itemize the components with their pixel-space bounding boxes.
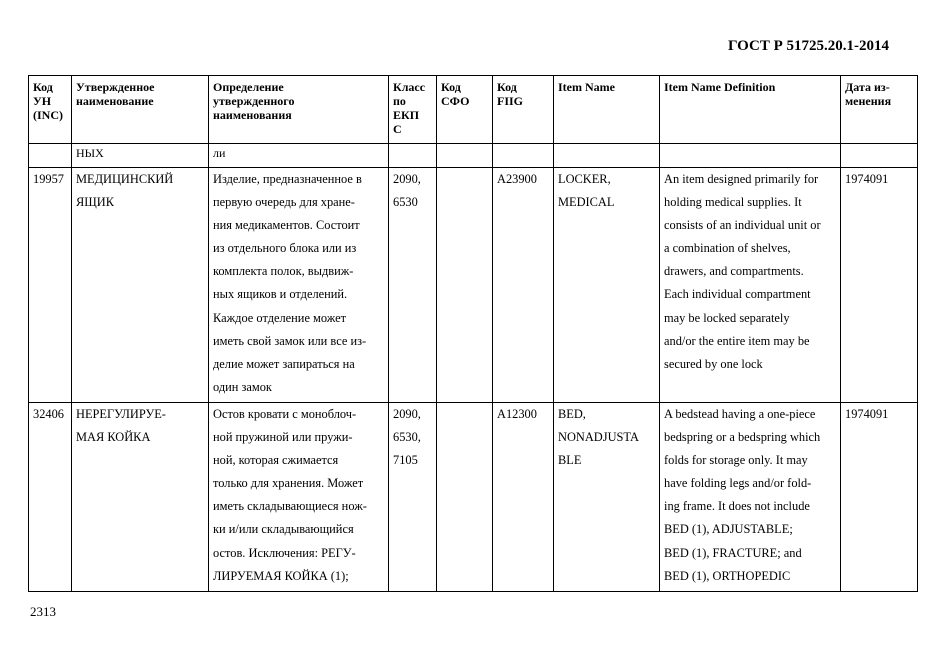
cell-fiig <box>493 144 554 168</box>
col-header-class <box>389 76 437 144</box>
text-line: ной, которая сжимается <box>213 453 339 468</box>
cell-definition <box>209 168 389 403</box>
cell-item-definition <box>660 144 841 168</box>
col-header-item-definition <box>660 76 841 144</box>
text-line: MEDICAL <box>558 195 615 210</box>
text-line: A bedstead having a one-piece <box>664 407 816 421</box>
col-header-fiig <box>493 76 554 144</box>
text-line: consists of an individual unit or <box>664 218 821 233</box>
cell-name <box>72 403 209 592</box>
text-line: МЕДИЦИНСКИЙ <box>76 172 174 186</box>
text-line: 7105 <box>393 453 418 468</box>
text-line: NONADJUSTA <box>558 430 639 445</box>
text-line: ния медикаментов. Состоит <box>213 218 360 233</box>
text-line: Каждое отделение может <box>213 310 347 325</box>
text-line: LOCKER, <box>558 172 611 186</box>
cell-class <box>389 168 437 403</box>
text-line: BED (1), ADJUSTABLE; <box>664 522 793 537</box>
text-line: Item Name <box>558 80 615 94</box>
text-line: С <box>393 122 402 136</box>
text-line: have folding legs and/or fold- <box>664 476 812 491</box>
text-line: наименования <box>213 108 292 122</box>
text-line: folds for storage only. It may <box>664 453 808 468</box>
cell-definition: ли <box>209 144 389 168</box>
text-line: secured by one lock <box>664 356 763 371</box>
text-line: Код <box>441 80 461 94</box>
text-line: BED (1), FRACTURE; and <box>664 545 802 560</box>
text-line: Определение <box>213 80 284 94</box>
text-line: комплекта полок, выдвиж- <box>213 264 354 279</box>
text-line: Остов кровати с моноблоч- <box>213 407 357 421</box>
cell-inc <box>29 144 72 168</box>
col-header-definition <box>209 76 389 144</box>
cell-name <box>72 168 209 403</box>
cell-definition <box>209 403 389 592</box>
cell-sfo <box>437 168 493 403</box>
text-line: ЕКП <box>393 108 420 122</box>
col-header-inc <box>29 76 72 144</box>
text-line: An item designed primarily for <box>664 172 819 186</box>
text-line: may be locked separately <box>664 310 790 325</box>
document-header: ГОСТ Р 51725.20.1-2014 <box>727 38 889 54</box>
continuation-row <box>29 144 918 168</box>
text-line: 6530, <box>393 430 421 445</box>
cell-inc: 32406 <box>29 403 72 592</box>
text-line: первую очередь для хране- <box>213 195 355 210</box>
text-line: BED, <box>558 407 586 421</box>
text-line: ing frame. It does not include <box>664 499 810 514</box>
text-line: Item Name Definition <box>664 80 776 94</box>
col-header-approved-name <box>72 76 209 144</box>
cell-name: НЫХ <box>72 144 209 168</box>
text-line: Утвержденное <box>76 80 155 94</box>
text-line: Код <box>33 80 53 94</box>
text-line: drawers, and compartments. <box>664 264 804 279</box>
text-line: из отдельного блока или из <box>213 241 357 256</box>
cell-fiig: A23900 <box>493 168 554 403</box>
catalog-table <box>28 75 918 592</box>
text-line: по <box>393 94 406 108</box>
cell-sfo <box>437 403 493 592</box>
text-line: 2090, <box>393 172 421 186</box>
text-line: 2090, <box>393 407 421 421</box>
text-line: один замок <box>213 379 272 394</box>
text-line: только для хранения. Может <box>213 476 364 491</box>
text-line: УН <box>33 94 52 108</box>
text-line: Код <box>497 80 517 94</box>
text-line: a combination of shelves, <box>664 241 791 256</box>
cell-item-name <box>554 403 660 592</box>
cell-item-definition <box>660 403 841 592</box>
table-row <box>29 168 918 403</box>
cell-date: 1974091 <box>841 168 918 403</box>
text-line: BLE <box>558 453 582 468</box>
cell-class <box>389 403 437 592</box>
cell-sfo <box>437 144 493 168</box>
text-line: НЕРЕГУЛИРУЕ- <box>76 407 166 421</box>
cell-item-definition <box>660 168 841 403</box>
text-line: иметь складывающиеся нож- <box>213 499 367 514</box>
text-line: менения <box>845 94 892 108</box>
col-header-item-name <box>554 76 660 144</box>
text-line: BED (1), ORTHOPEDIC <box>664 568 791 583</box>
text-line: FIIG <box>497 94 524 108</box>
text-line: Дата из- <box>845 80 890 94</box>
text-line: ной пружиной или пружи- <box>213 430 353 445</box>
text-line: ных ящиков и отделений. <box>213 287 348 302</box>
cell-date: 1974091 <box>841 403 918 592</box>
text-line: наименование <box>76 94 154 108</box>
text-line: (INC) <box>33 108 63 122</box>
cell-date <box>841 144 918 168</box>
text-line: Класс <box>393 80 426 94</box>
text-line: and/or the entire item may be <box>664 333 810 348</box>
table-header-row <box>29 76 918 144</box>
cell-class <box>389 144 437 168</box>
text-line: СФО <box>441 94 470 108</box>
text-line: Изделие, предназначенное в <box>213 172 362 186</box>
text-line: ки и/или складывающийся <box>213 522 354 537</box>
col-header-sfo <box>437 76 493 144</box>
text-line: утвержденного <box>213 94 295 108</box>
text-line: holding medical supplies. It <box>664 195 802 210</box>
page-number: 2313 <box>30 604 56 619</box>
col-header-change-date <box>841 76 918 144</box>
text-line: делие может запираться на <box>213 356 355 371</box>
text-line: bedspring or a bedspring which <box>664 430 821 445</box>
text-line: 6530 <box>393 195 418 210</box>
text-line: ЛИРУЕМАЯ КОЙКА (1); <box>213 568 349 583</box>
text-line: Each individual compartment <box>664 287 811 302</box>
cell-inc: 19957 <box>29 168 72 403</box>
text-line: ЯЩИК <box>76 195 114 210</box>
text-line: МАЯ КОЙКА <box>76 430 151 445</box>
table-row <box>29 403 918 592</box>
cell-item-name <box>554 144 660 168</box>
cell-fiig: A12300 <box>493 403 554 592</box>
text-line: иметь свой замок или все из- <box>213 333 367 348</box>
cell-item-name <box>554 168 660 403</box>
text-line: остов. Исключения: РЕГУ- <box>213 545 356 560</box>
